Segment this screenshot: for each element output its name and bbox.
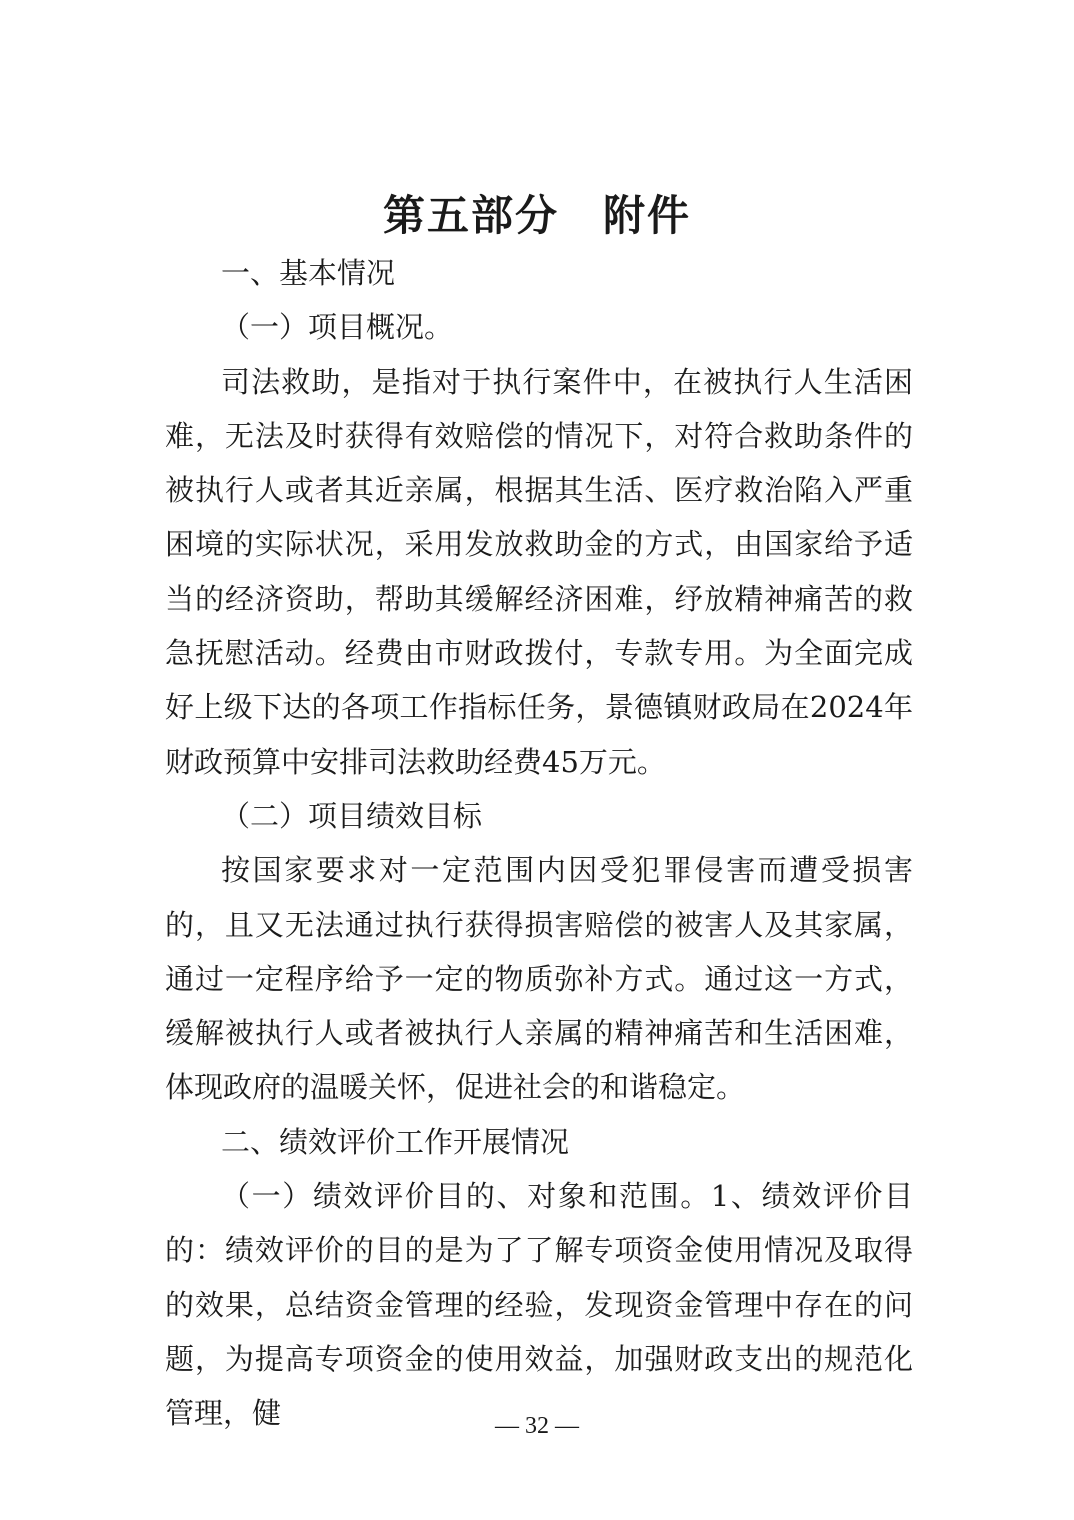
section-heading-evaluation-work: 二、绩效评价工作开展情况 [221, 1124, 570, 1159]
paragraph-project-overview: 司法救助，是指对于执行案件中，在被执行人生活困难，无法及时获得有效赔偿的情况下，对符合救助条件的被执行人或者其近亲属，根据其生活、医疗救治陷入严重困境的实际状况，采用发放救助金的方式，由国家给予适当的经济资助，帮助其缓解经济困难，纾放精神痛苦的救急抚慰活动。经费由市财政拨付，专款专用。为全面完成好上级下达的各项工作指标任务，景德镇财政局在2024年财政预算中安排司法救助经费45万元。 [165, 364, 913, 779]
paragraph-evaluation-purpose: （一）绩效评价目的、对象和范围。1、绩效评价目的：绩效评价的目的是为了了解专项资金使用情况及取得的效果，总结资金管理的经验，发现资金管理中存在的问题，为提高专项资金的使用效益，加强财政支出的规范化管理，健 [165, 1179, 913, 1431]
paragraph-performance-goals: 按国家要求对一定范围内因受犯罪侵害而遭受损害的，且又无法通过执行获得损害赔偿的被害人及其家属，通过一定程序给予一定的物质弥补方式。通过这一方式，缓解被执行人或者被执行人亲属的精神痛苦和生活困难，体现政府的温暖关怀，促进社会的和谐稳定。 [165, 853, 913, 1105]
page-number: — 32 — [495, 1413, 579, 1439]
page-title: 第五部分 附件 [382, 191, 691, 240]
subsection-heading-project-overview: （一）项目概况。 [221, 310, 454, 345]
section-heading-basic-info: 一、基本情况 [221, 256, 396, 290]
subsection-heading-performance-goals: （二）项目绩效目标 [221, 798, 483, 833]
body-text [165, 246, 913, 1441]
